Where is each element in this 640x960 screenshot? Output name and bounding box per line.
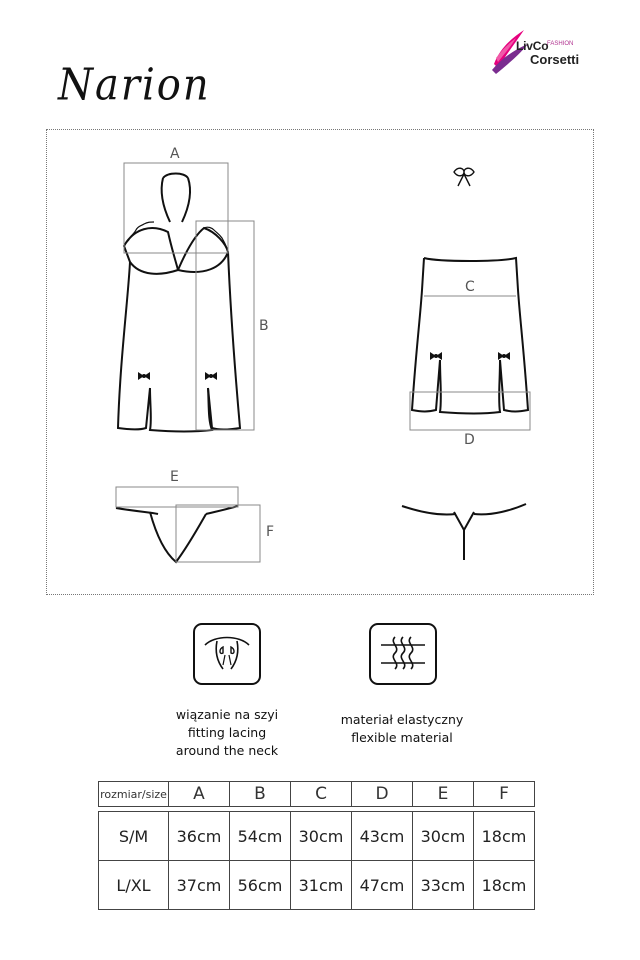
- table-row: [99, 861, 535, 910]
- label-f: F: [266, 524, 275, 540]
- feature-line: flexible material: [351, 730, 453, 745]
- size-label-cell: S/M: [99, 812, 169, 861]
- feature-elastic-material: [326, 711, 478, 747]
- thong-front-drawing: [116, 506, 238, 562]
- measurement-cell: 33cm: [413, 861, 474, 910]
- feature-line: materiał elastyczny: [340, 712, 464, 727]
- label-b: B: [259, 318, 269, 334]
- measurement-cell: 43cm: [352, 812, 413, 861]
- dimension-f: [176, 505, 260, 562]
- measurement-cell: 18cm: [474, 812, 535, 861]
- size-header-cell: rozmiar/size: [99, 782, 169, 807]
- measurement-cell: 30cm: [291, 812, 352, 861]
- column-header: F: [474, 782, 535, 807]
- measurement-cell: 47cm: [352, 861, 413, 910]
- dimension-a: [124, 163, 228, 253]
- thong-back-drawing: [402, 504, 526, 560]
- feature-line: fitting lacing: [187, 725, 267, 740]
- neck-lacing-icon: [193, 623, 261, 685]
- feature-line: wiązanie na szyi: [175, 707, 279, 722]
- measurement-cell: 18cm: [474, 861, 535, 910]
- size-table: [98, 781, 535, 910]
- elastic-material-icon: [369, 623, 437, 685]
- column-header: E: [413, 782, 474, 807]
- column-header: B: [230, 782, 291, 807]
- lace-trim: [124, 222, 228, 252]
- feature-neck-lacing: [157, 706, 297, 760]
- dimension-e: [116, 487, 238, 507]
- measurement-cell: 31cm: [291, 861, 352, 910]
- measurement-cell: 37cm: [169, 861, 230, 910]
- label-e: E: [170, 469, 179, 485]
- brand-name-line1: LivCo: [516, 39, 549, 53]
- column-header: A: [169, 782, 230, 807]
- feature-line: around the neck: [175, 743, 279, 758]
- back-bow-icon: [430, 352, 510, 360]
- table-row: [99, 812, 535, 861]
- bow-icon: [138, 372, 217, 380]
- label-a: A: [170, 146, 180, 162]
- measurement-cell: 30cm: [413, 812, 474, 861]
- label-c: C: [465, 279, 475, 295]
- dimension-b: [196, 221, 254, 430]
- label-d: D: [464, 432, 475, 448]
- chemise-front-drawing: [118, 174, 240, 432]
- neck-tie-bow-icon: [454, 168, 474, 186]
- measurement-cell: 36cm: [169, 812, 230, 861]
- size-table-header-row: [99, 782, 535, 807]
- brand-name-line2: Corsetti: [530, 52, 580, 67]
- measurement-cell: 54cm: [230, 812, 291, 861]
- measurement-cell: 56cm: [230, 861, 291, 910]
- brand-fashion-label: FASHION: [547, 41, 574, 47]
- column-header: D: [352, 782, 413, 807]
- column-header: C: [291, 782, 352, 807]
- product-title: Narion: [58, 59, 211, 111]
- size-label-cell: L/XL: [99, 861, 169, 910]
